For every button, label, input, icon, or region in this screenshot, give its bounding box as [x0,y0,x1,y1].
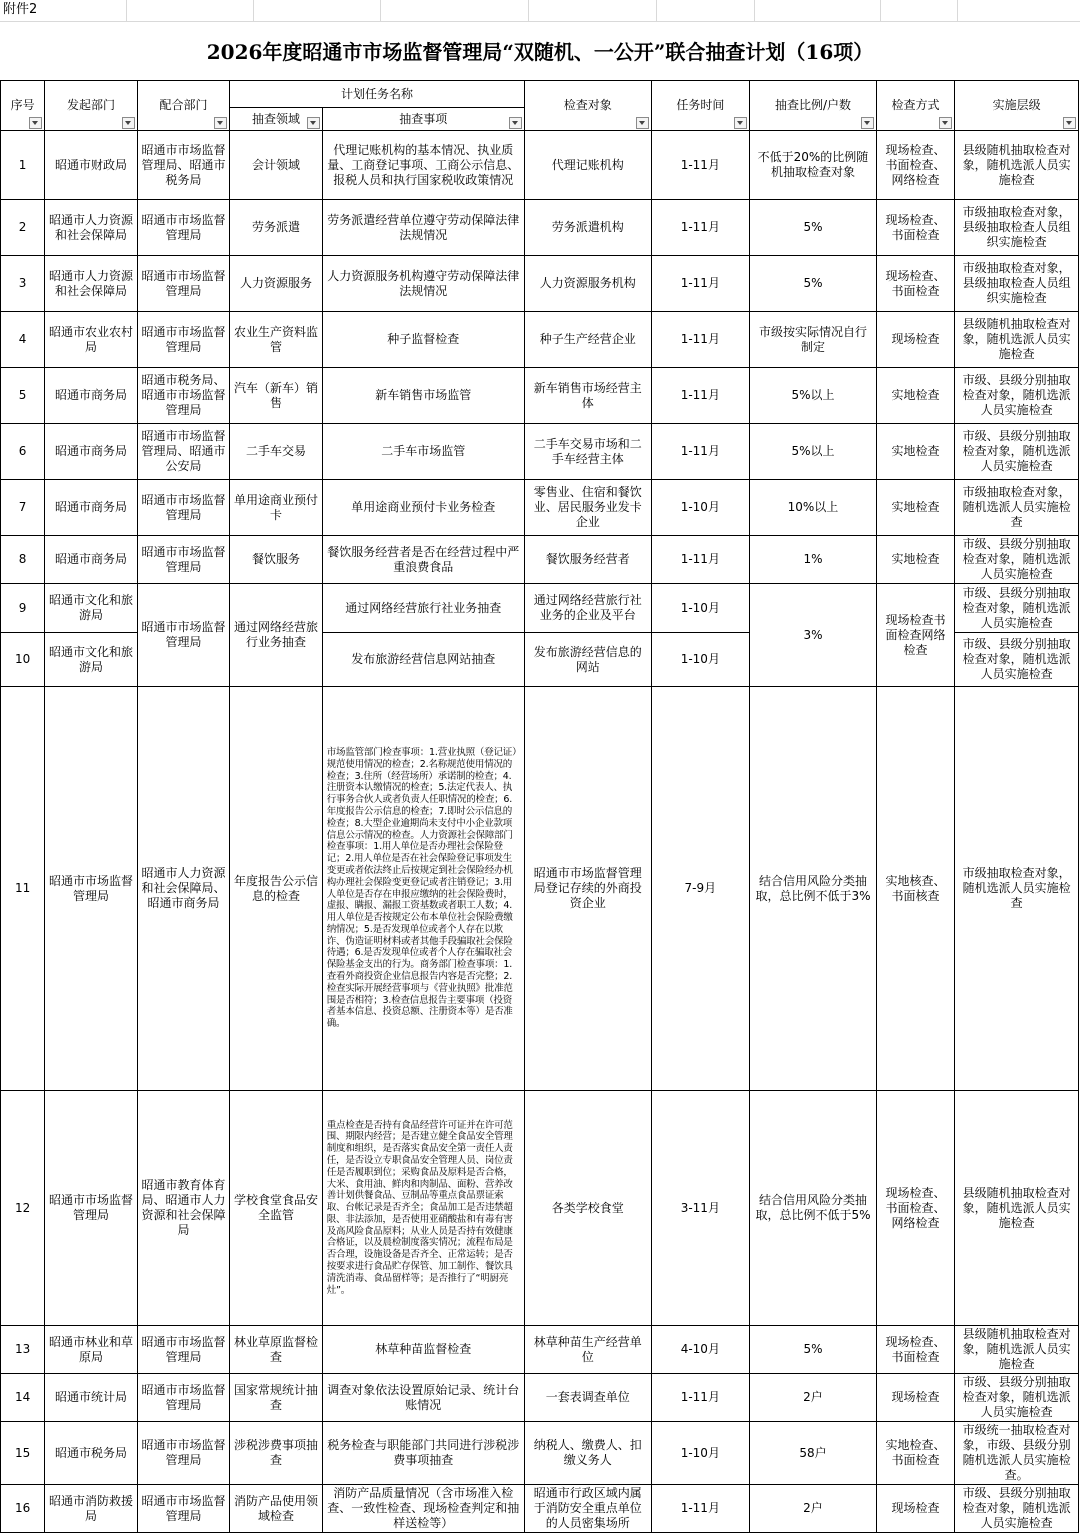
cell-target[interactable]: 昭通市行政区域内属于消防安全重点单位的人员密集场所 [524,1485,651,1533]
cell-seq[interactable]: 15 [1,1422,45,1485]
cell-field[interactable]: 二手车交易 [230,424,323,480]
attachment-label: 附件2 [3,2,38,17]
cell-partner[interactable]: 昭通市市场监督管理局 [137,480,230,536]
cell-item[interactable]: 林草种苗监督检查 [322,1326,524,1374]
cell-time[interactable]: 1-11月 [651,1374,750,1422]
cell-item[interactable]: 重点检查是否持有食品经营许可证并在许可范围、期限内经营；是否建立健全食品安全管理制度和组织，是否落实食品安全第一责任人责任，是否设立专职食品安全管理人员、岗位责任是否履职到位；采购食品及原料是否合格，大米、食用油、鲜肉和肉制品、面粉、营养改善计划供餐食品、豆制品等重点食品票证索取、台帐记录是否齐全；食品加工是否违禁超限、非法添加，是否使用亚硝酸盐和有毒有害及高风险食品原料；从业人员是否持有效健康合格证，以及晨检制度落实情况；流程布局是否合理，设施设备是否齐全、正常运转；是否按要求进行食品贮存保管、加工制作、餐饮具清洗消毒、食品留样等；是否推行了“明厨亮灶”。 [322,1091,524,1326]
col-header-ratio[interactable]: 抽查比例/户数 [750,81,877,131]
cell-field[interactable]: 农业生产资料监管 [230,312,323,368]
cell-method[interactable]: 实地检查、书面检查 [876,1422,954,1485]
cell-time[interactable]: 7-9月 [651,687,750,1091]
cell-field[interactable]: 涉税涉费事项抽查 [230,1422,323,1485]
cell-level[interactable]: 市级、县级分别抽取检查对象，随机选派人员实施检查 [955,1374,1079,1422]
cell-level[interactable]: 县级随机抽取检查对象，随机选派人员实施检查 [955,1091,1079,1326]
table-row [1,256,1079,312]
cell-partner[interactable]: 昭通市市场监督管理局 [137,1326,230,1374]
cell-ratio[interactable]: 市级按实际情况自行制定 [750,312,877,368]
cell-partner[interactable]: 昭通市市场监督管理局、昭通市税务局 [137,131,230,200]
cell-method[interactable]: 实地检查 [876,480,954,536]
cell-method[interactable]: 现场检查、书面检查 [876,256,954,312]
cell-method[interactable]: 现场检查、书面检查、网络检查 [876,1091,954,1326]
cell-ratio[interactable]: 3% [750,584,877,687]
cell-target[interactable]: 新车销售市场经营主体 [524,368,651,424]
filter-dropdown-icon[interactable] [214,117,227,129]
table-row [1,312,1079,368]
filter-dropdown-icon[interactable] [1063,117,1076,129]
cell-field[interactable]: 消防产品使用领域检查 [230,1485,323,1533]
cell-partner[interactable]: 昭通市市场监督管理局 [137,256,230,312]
cell-seq[interactable]: 8 [1,536,45,584]
cell-ratio[interactable]: 5%以上 [750,424,877,480]
cell-item[interactable]: 消防产品质量情况（含市场准入检查、一致性检查、现场检查判定和抽样送检等） [322,1485,524,1533]
cell-method[interactable]: 现场检查 [876,1374,954,1422]
cell-field[interactable]: 会计领域 [230,131,323,200]
cell-ratio[interactable]: 5% [750,1326,877,1374]
cell-time[interactable]: 3-11月 [651,1091,750,1326]
cell-field[interactable]: 单用途商业预付卡 [230,480,323,536]
cell-ratio[interactable]: 结合信用风险分类抽取，总比例不低于5% [750,1091,877,1326]
cell-field[interactable]: 人力资源服务 [230,256,323,312]
cell-time[interactable]: 1-11月 [651,536,750,584]
filter-dropdown-icon[interactable] [29,117,42,129]
col-header-partner[interactable]: 配合部门 [137,81,230,131]
filter-dropdown-icon[interactable] [636,117,649,129]
table-row [1,480,1079,536]
cell-method[interactable]: 现场检查、书面检查、网络检查 [876,131,954,200]
cell-partner[interactable]: 昭通市市场监督管理局 [137,312,230,368]
cell-target[interactable]: 二手车交易市场和二手车经营主体 [524,424,651,480]
cell-initiator[interactable]: 昭通市商务局 [45,368,138,424]
cell-method[interactable]: 现场检查书面检查网络检查 [876,584,954,687]
cell-level[interactable]: 县级随机抽取检查对象，随机选派人员实施检查 [955,1326,1079,1374]
cell-target[interactable]: 昭通市市场监督管理局登记存续的外商投资企业 [524,687,651,1091]
cell-level[interactable]: 县级随机抽取检查对象，随机选派人员实施检查 [955,312,1079,368]
col-header-item[interactable]: 抽查事项 [322,108,524,131]
cell-initiator[interactable]: 昭通市市场监督管理局 [45,687,138,1091]
cell-seq[interactable]: 4 [1,312,45,368]
filter-dropdown-icon[interactable] [509,117,522,129]
cell-target[interactable]: 各类学校食堂 [524,1091,651,1326]
cell-target[interactable]: 人力资源服务机构 [524,256,651,312]
cell-target[interactable]: 林草种苗生产经营单位 [524,1326,651,1374]
cell-field[interactable]: 劳务派遣 [230,200,323,256]
cell-method[interactable]: 现场检查、书面检查 [876,200,954,256]
cell-level[interactable]: 市级、县级分别抽取检查对象，随机选派人员实施检查 [955,633,1079,687]
cell-item[interactable]: 劳务派遣经营单位遵守劳动保障法律法规情况 [322,200,524,256]
cell-ratio[interactable]: 5%以上 [750,368,877,424]
cell-initiator[interactable]: 昭通市统计局 [45,1374,138,1422]
cell-seq[interactable]: 9 [1,584,45,633]
col-header-time[interactable]: 任务时间 [651,81,750,131]
page-title: 2026年度昭通市市场监督管理局“双随机、一公开”联合抽查计划（16项） [206,40,874,64]
cell-level[interactable]: 市级、县级分别抽取检查对象，随机选派人员实施检查 [955,536,1079,584]
cell-ratio[interactable]: 5% [750,256,877,312]
cell-method[interactable]: 现场检查 [876,1485,954,1533]
cell-ratio[interactable]: 10%以上 [750,480,877,536]
col-header-field[interactable]: 抽查领域 [230,108,323,131]
cell-initiator[interactable]: 昭通市文化和旅游局 [45,633,138,687]
cell-partner[interactable]: 昭通市市场监督管理局 [137,536,230,584]
table-row [1,584,1079,633]
cell-item[interactable]: 二手车市场监管 [322,424,524,480]
cell-seq[interactable]: 14 [1,1374,45,1422]
cell-partner[interactable]: 昭通市教育体育局、昭通市人力资源和社会保障局 [137,1091,230,1326]
cell-item[interactable]: 通过网络经营旅行社业务抽查 [322,584,524,633]
filter-dropdown-icon[interactable] [734,117,747,129]
cell-partner[interactable]: 昭通市市场监督管理局 [137,1422,230,1485]
table-row [1,687,1079,1091]
col-header-task-group: 计划任务名称 [230,81,525,108]
cell-time[interactable]: 1-11月 [651,1485,750,1533]
cell-seq[interactable]: 7 [1,480,45,536]
cell-time[interactable]: 1-11月 [651,200,750,256]
table-row [1,368,1079,424]
cell-initiator[interactable]: 昭通市税务局 [45,1422,138,1485]
col-header-seq[interactable]: 序号 [1,81,45,131]
cell-seq[interactable]: 16 [1,1485,45,1533]
col-header-level[interactable]: 实施层级 [955,81,1079,131]
cell-field[interactable]: 汽车（新车）销售 [230,368,323,424]
col-header-target[interactable]: 检查对象 [524,81,651,131]
cell-field[interactable]: 林业草原监督检查 [230,1326,323,1374]
cell-ratio[interactable]: 58户 [750,1422,877,1485]
cell-level[interactable]: 市级抽取检查对象，县级抽取检查人员组织实施检查 [955,200,1079,256]
cell-initiator[interactable]: 昭通市林业和草原局 [45,1326,138,1374]
cell-target[interactable]: 通过网络经营旅行社业务的企业及平台 [524,584,651,633]
cell-seq[interactable]: 6 [1,424,45,480]
cell-item[interactable]: 新车销售市场监管 [322,368,524,424]
cell-ratio[interactable]: 1% [750,536,877,584]
cell-method[interactable]: 实地检查 [876,424,954,480]
cell-ratio[interactable]: 5% [750,200,877,256]
cell-time[interactable]: 1-10月 [651,584,750,633]
cell-method[interactable]: 现场检查 [876,312,954,368]
cell-level[interactable]: 市级统一抽取检查对象，市级、县级分别随机选派人员实施检查。 [955,1422,1079,1485]
cell-initiator[interactable]: 昭通市商务局 [45,536,138,584]
cell-time[interactable]: 1-10月 [651,633,750,687]
filter-dropdown-icon[interactable] [307,117,320,129]
table-row [1,536,1079,584]
cell-initiator[interactable]: 昭通市商务局 [45,480,138,536]
cell-level[interactable]: 市级、县级分别抽取检查对象，随机选派人员实施检查 [955,424,1079,480]
cell-item[interactable]: 税务检查与职能部门共同进行涉税涉费事项抽查 [322,1422,524,1485]
cell-method[interactable]: 实地核查、书面核查 [876,687,954,1091]
cell-initiator[interactable]: 昭通市人力资源和社会保障局 [45,200,138,256]
cell-time[interactable]: 1-11月 [651,368,750,424]
cell-partner[interactable]: 昭通市市场监督管理局 [137,1374,230,1422]
cell-item[interactable]: 单用途商业预付卡业务检查 [322,480,524,536]
cell-field[interactable]: 年度报告公示信息的检查 [230,687,323,1091]
cell-field[interactable]: 国家常规统计抽查 [230,1374,323,1422]
cell-seq[interactable]: 1 [1,131,45,200]
cell-level[interactable]: 县级随机抽取检查对象，随机选派人员实施检查 [955,131,1079,200]
cell-partner[interactable]: 昭通市市场监督管理局 [137,1485,230,1533]
cell-time[interactable]: 1-10月 [651,480,750,536]
cell-time[interactable]: 1-11月 [651,256,750,312]
cell-target[interactable]: 代理记账机构 [524,131,651,200]
cell-partner[interactable]: 昭通市人力资源和社会保障局、昭通市商务局 [137,687,230,1091]
cell-initiator[interactable]: 昭通市文化和旅游局 [45,584,138,633]
cell-target[interactable]: 劳务派遣机构 [524,200,651,256]
cell-initiator[interactable]: 昭通市农业农村局 [45,312,138,368]
cell-partner[interactable]: 昭通市市场监督管理局 [137,584,230,687]
table-row [1,1422,1079,1485]
col-header-method[interactable]: 检查方式 [876,81,954,131]
cell-level[interactable]: 市级、县级分别抽取检查对象，随机选派人员实施检查 [955,1485,1079,1533]
cell-initiator[interactable]: 昭通市人力资源和社会保障局 [45,256,138,312]
table-row [1,1091,1079,1326]
col-header-initiator[interactable]: 发起部门 [45,81,138,131]
cell-seq[interactable]: 3 [1,256,45,312]
cell-time[interactable]: 1-11月 [651,131,750,200]
cell-item[interactable]: 发布旅游经营信息网站抽查 [322,633,524,687]
cell-level[interactable]: 市级抽取检查对象，随机选派人员实施检查 [955,480,1079,536]
cell-method[interactable]: 现场检查、书面检查 [876,1326,954,1374]
table-row [1,1326,1079,1374]
inspection-plan-table [0,80,1079,1533]
cell-target[interactable]: 零售业、住宿和餐饮业、居民服务业发卡企业 [524,480,651,536]
cell-item[interactable]: 代理记账机构的基本情况、执业质量、工商登记事项、工商公示信息、报税人员和执行国家税收政策情况 [322,131,524,200]
table-row [1,1374,1079,1422]
cell-target[interactable]: 种子生产经营企业 [524,312,651,368]
cell-seq[interactable]: 10 [1,633,45,687]
cell-field[interactable]: 学校食堂食品安全监管 [230,1091,323,1326]
cell-seq[interactable]: 2 [1,200,45,256]
cell-initiator[interactable]: 昭通市消防救援局 [45,1485,138,1533]
table-row [1,424,1079,480]
filter-dropdown-icon[interactable] [861,117,874,129]
cell-level[interactable]: 市级抽取检查对象，随机选派人员实施检查 [955,687,1079,1091]
cell-item[interactable]: 种子监督检查 [322,312,524,368]
cell-ratio[interactable]: 结合信用风险分类抽取，总比例不低于3% [750,687,877,1091]
cell-ratio[interactable]: 2户 [750,1374,877,1422]
cell-level[interactable]: 市级、县级分别抽取检查对象，随机选派人员实施检查 [955,368,1079,424]
cell-seq[interactable]: 5 [1,368,45,424]
cell-partner[interactable]: 昭通市市场监督管理局、昭通市公安局 [137,424,230,480]
cell-item[interactable]: 调查对象依法设置原始记录、统计台账情况 [322,1374,524,1422]
cell-ratio[interactable]: 不低于20%的比例随机抽取检查对象 [750,131,877,200]
cell-method[interactable]: 实地检查 [876,536,954,584]
cell-item[interactable]: 餐饮服务经营者是否在经营过程中严重浪费食品 [322,536,524,584]
cell-field[interactable]: 餐饮服务 [230,536,323,584]
filter-dropdown-icon[interactable] [122,117,135,129]
cell-level[interactable]: 市级抽取检查对象，县级抽取检查人员组织实施检查 [955,256,1079,312]
table-row [1,200,1079,256]
cell-item[interactable]: 市场监管部门检查事项：1.营业执照（登记证）规范使用情况的检查；2.名称规范使用情况的检查；3.住所（经营场所）承诺制的检查；4.注册资本认缴情况的检查；5.法定代表人、执行事务合伙人或者负责人任职情况的检查；6.年度报告公示信息的检查；7.即时公示信息的检查；8.大型企业逾期尚未支付中小企业款项信息公示情况的检查。人力资源社会保障部门检查事项：1.用人单位是否办理社会保险登记；2.用人单位是否在社会保险登记事项发生变更或者依法终止后按规定到社会保险经办机构办理社会保险变更登记或者注销登记；3.用人单位是否存在申报应缴纳的社会保险费时，虚报、瞒报、漏报工资基数或者职工人数；4.用人单位是否按规定公布本单位社会保险费缴纳情况；5.是否发现单位或者个人存在以欺诈、伪造证明材料或者其他手段骗取社会保险待遇；6.是否发现单位或者个人存在骗取社会保险基金支出的行为。商务部门检查事项：1.查看外商投资企业信息报告内容是否完整；2.检查实际开展经营事项与《营业执照》批准范围是否相符；3.检查信息报告主要事项（投资者基本信息、投资总额、注册资本等）是否准确。 [322,687,524,1091]
table-row [1,131,1079,200]
cell-target[interactable]: 一套表调查单位 [524,1374,651,1422]
cell-initiator[interactable]: 昭通市市场监督管理局 [45,1091,138,1326]
cell-item[interactable]: 人力资源服务机构遵守劳动保障法律法规情况 [322,256,524,312]
cell-method[interactable]: 实地检查 [876,368,954,424]
cell-time[interactable]: 1-11月 [651,424,750,480]
cell-seq[interactable]: 13 [1,1326,45,1374]
cell-target[interactable]: 餐饮服务经营者 [524,536,651,584]
cell-ratio[interactable]: 2户 [750,1485,877,1533]
cell-partner[interactable]: 昭通市市场监督管理局 [137,200,230,256]
cell-initiator[interactable]: 昭通市财政局 [45,131,138,200]
cell-partner[interactable]: 昭通市税务局、昭通市市场监督管理局 [137,368,230,424]
table-row [1,1485,1079,1533]
cell-field[interactable]: 通过网络经营旅行业务抽查 [230,584,323,687]
cell-target[interactable]: 发布旅游经营信息的网站 [524,633,651,687]
cell-time[interactable]: 1-10月 [651,1422,750,1485]
cell-time[interactable]: 1-11月 [651,312,750,368]
cell-level[interactable]: 市级、县级分别抽取检查对象，随机选派人员实施检查 [955,584,1079,633]
cell-seq[interactable]: 12 [1,1091,45,1326]
filter-dropdown-icon[interactable] [939,117,952,129]
cell-time[interactable]: 4-10月 [651,1326,750,1374]
cell-initiator[interactable]: 昭通市商务局 [45,424,138,480]
cell-seq[interactable]: 11 [1,687,45,1091]
cell-target[interactable]: 纳税人、缴费人、扣缴义务人 [524,1422,651,1485]
